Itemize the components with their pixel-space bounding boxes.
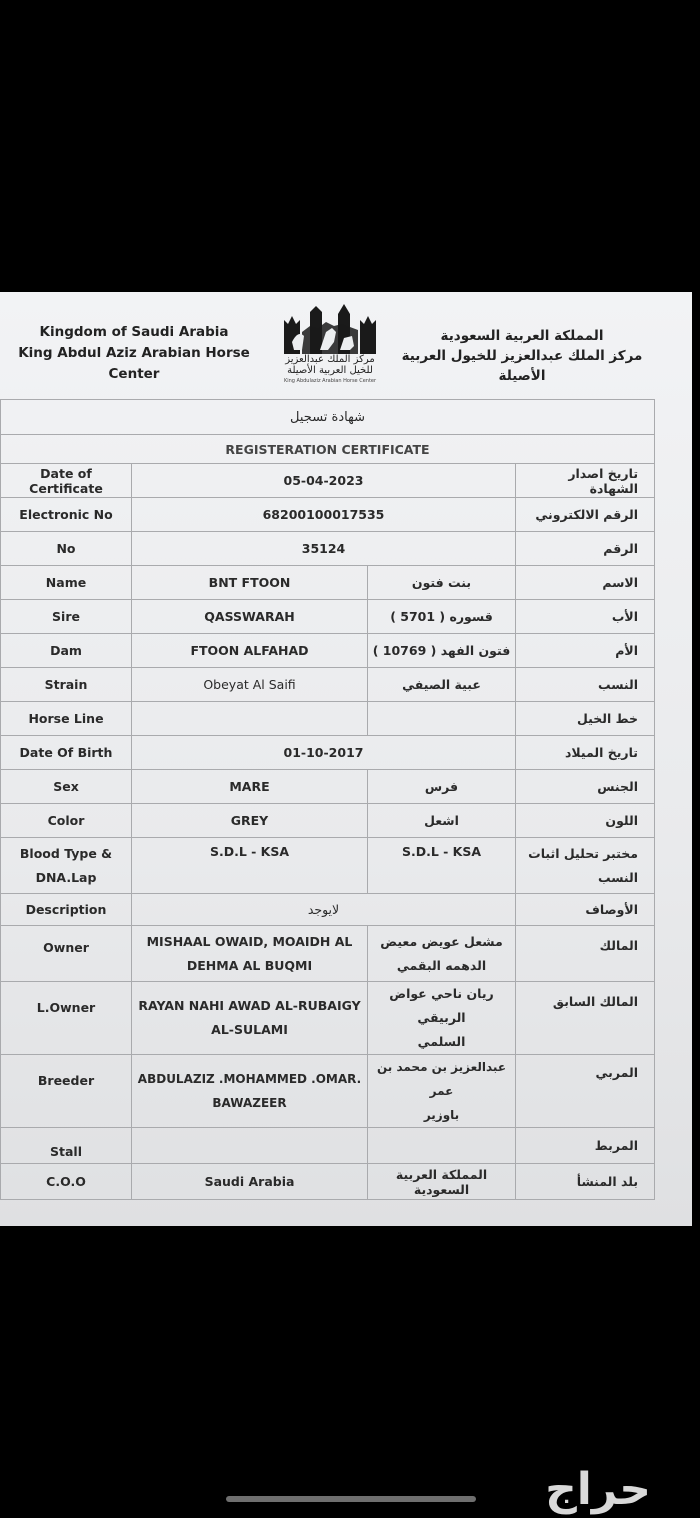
value-ar-line2: باوزير bbox=[423, 1108, 460, 1122]
value-en bbox=[132, 982, 368, 1055]
label-ar: الجنس bbox=[516, 770, 655, 804]
label-en: Sire bbox=[1, 600, 132, 634]
row-owner bbox=[1, 926, 655, 982]
row-color bbox=[1, 804, 655, 838]
label-ar-line2: النسب bbox=[597, 869, 639, 885]
value-en: Obeyat Al Saifi bbox=[132, 668, 368, 702]
value-ar-line1: مشعل عويض معيض bbox=[380, 933, 503, 949]
value-en-line2: BAWAZEER bbox=[212, 1096, 287, 1110]
label-ar: خط الخيل bbox=[516, 702, 655, 736]
label-en: Stall bbox=[1, 1128, 132, 1164]
kingdom-en: Kingdom of Saudi Arabia bbox=[39, 324, 229, 340]
label-ar: النسب bbox=[516, 668, 655, 702]
center-en: King Abdul Aziz Arabian Horse Center bbox=[18, 345, 250, 382]
label-en: Color bbox=[1, 804, 132, 838]
label-ar: تاريخ اصدار الشهادة bbox=[516, 464, 655, 498]
logo-text-en: King Abdulaziz Arabian Horse Center bbox=[283, 378, 377, 384]
value-ar: اشعل bbox=[368, 804, 516, 838]
label-en: Horse Line bbox=[1, 702, 132, 736]
value-ar: فرس bbox=[368, 770, 516, 804]
row-name bbox=[1, 566, 655, 600]
row-coo bbox=[1, 1164, 655, 1200]
value-ar: S.D.L - KSA bbox=[368, 838, 516, 894]
value-ar bbox=[368, 702, 516, 736]
label-ar-line1: مختبر تحليل اثبات bbox=[528, 845, 639, 861]
value-en: GREY bbox=[132, 804, 368, 838]
row-sex bbox=[1, 770, 655, 804]
row-horse-line bbox=[1, 702, 655, 736]
value-ar: المملكة العربية السعودية bbox=[368, 1164, 516, 1200]
row-date-of-certificate bbox=[1, 464, 655, 498]
row-l-owner bbox=[1, 982, 655, 1055]
value-en-line2: AL-SULAMI bbox=[211, 1022, 288, 1037]
label-ar: الاسم bbox=[516, 566, 655, 600]
label-en: Description bbox=[1, 894, 132, 926]
value: 35124 bbox=[132, 532, 516, 566]
row-date-of-birth bbox=[1, 736, 655, 770]
value-ar: عبية الصيفي bbox=[368, 668, 516, 702]
watermark-logo: حراج bbox=[545, 1464, 651, 1515]
center-logo bbox=[280, 302, 380, 396]
logo-text-ar: مركز الملك عبدالعزيز للخيل العربية الأصيلة bbox=[285, 354, 375, 376]
value: 05-04-2023 bbox=[132, 464, 516, 498]
row-blood-type bbox=[1, 838, 655, 894]
value-en-line1: ABDULAZIZ .MOHAMMED .OMAR. bbox=[137, 1072, 362, 1086]
row-electronic-no bbox=[1, 498, 655, 532]
label-ar: المالك السابق bbox=[516, 982, 655, 1055]
label-en-line1: Blood Type & bbox=[19, 845, 113, 861]
value-ar-line1: عبدالعزيز بن محمد بن عمر bbox=[376, 1060, 507, 1098]
row-description bbox=[1, 894, 655, 926]
value-en: MARE bbox=[132, 770, 368, 804]
label-en: C.O.O bbox=[1, 1164, 132, 1200]
registration-table bbox=[0, 399, 655, 1200]
label-en: L.Owner bbox=[1, 982, 132, 1055]
value-en-line2: DEHMA AL BUQMI bbox=[186, 957, 313, 973]
row-sire bbox=[1, 600, 655, 634]
label-en: Sex bbox=[1, 770, 132, 804]
value-ar-line2: الدهمه البقمي bbox=[396, 957, 487, 973]
header-arabic bbox=[392, 326, 652, 386]
label-en: Electronic No bbox=[1, 498, 132, 532]
row-dam bbox=[1, 634, 655, 668]
title-ar: شهادة تسجيل bbox=[1, 400, 655, 435]
value-ar bbox=[368, 1055, 516, 1128]
label-ar bbox=[516, 838, 655, 894]
horse-emblem-icon bbox=[280, 302, 380, 358]
label-ar: اللون bbox=[516, 804, 655, 838]
label-en: Strain bbox=[1, 668, 132, 702]
label-ar: المالك bbox=[516, 926, 655, 982]
label-en bbox=[1, 838, 132, 894]
value-en-line1: RAYAN NAHI AWAD AL-RUBAIGY bbox=[138, 998, 361, 1013]
label-ar: الأب bbox=[516, 600, 655, 634]
value: 01-10-2017 bbox=[132, 736, 516, 770]
kingdom-ar: المملكة العربية السعودية bbox=[440, 328, 604, 344]
certificate-paper bbox=[0, 292, 692, 1226]
label-ar: الأم bbox=[516, 634, 655, 668]
label-en-line2: DNA.Lap bbox=[35, 869, 97, 885]
value-ar bbox=[368, 982, 516, 1055]
home-indicator[interactable] bbox=[226, 1496, 476, 1502]
label-ar: تاريخ الميلاد bbox=[516, 736, 655, 770]
label-en: Name bbox=[1, 566, 132, 600]
value-ar: قسوره ( 5701 ) bbox=[368, 600, 516, 634]
value-en-line1: MISHAAL OWAID, MOAIDH AL bbox=[146, 933, 353, 949]
center-ar: مركز الملك عبدالعزيز للخيول العربية الأصيلة bbox=[401, 348, 643, 384]
row-stall bbox=[1, 1128, 655, 1164]
row-breeder bbox=[1, 1055, 655, 1128]
label-en: Dam bbox=[1, 634, 132, 668]
header-english bbox=[0, 322, 268, 385]
value: 68200100017535 bbox=[132, 498, 516, 532]
label-ar: الأوصاف bbox=[516, 894, 655, 926]
value-ar bbox=[368, 1128, 516, 1164]
label-en: Owner bbox=[1, 926, 132, 982]
value-en bbox=[132, 926, 368, 982]
value-en: FTOON ALFAHAD bbox=[132, 634, 368, 668]
value-en: QASSWARAH bbox=[132, 600, 368, 634]
label-en: Date Of Birth bbox=[1, 736, 132, 770]
label-ar: الرقم الالكتروني bbox=[516, 498, 655, 532]
value-ar: فتون الفهد ( 10769 ) bbox=[368, 634, 516, 668]
label-en: No bbox=[1, 532, 132, 566]
value-en: S.D.L - KSA bbox=[132, 838, 368, 894]
label-ar: المربط bbox=[516, 1128, 655, 1164]
label-ar: بلد المنشأ bbox=[516, 1164, 655, 1200]
value-ar: بنت فتون bbox=[368, 566, 516, 600]
value-en: Saudi Arabia bbox=[132, 1164, 368, 1200]
value-ar-line2: السلمي bbox=[417, 1034, 466, 1049]
value-ar bbox=[368, 926, 516, 982]
label-en: Breeder bbox=[1, 1055, 132, 1128]
value: لايوجد bbox=[132, 894, 516, 926]
label-en: Date of Certificate bbox=[1, 464, 132, 498]
title-en: REGISTERATION CERTIFICATE bbox=[1, 435, 655, 464]
value-en: BNT FTOON bbox=[132, 566, 368, 600]
label-ar: المربي bbox=[516, 1055, 655, 1128]
row-no bbox=[1, 532, 655, 566]
value-ar-line1: ريان ناحي عواض الربيقي bbox=[389, 986, 494, 1025]
value-en bbox=[132, 1055, 368, 1128]
row-strain bbox=[1, 668, 655, 702]
value-en bbox=[132, 1128, 368, 1164]
label-ar: الرقم bbox=[516, 532, 655, 566]
value-en bbox=[132, 702, 368, 736]
